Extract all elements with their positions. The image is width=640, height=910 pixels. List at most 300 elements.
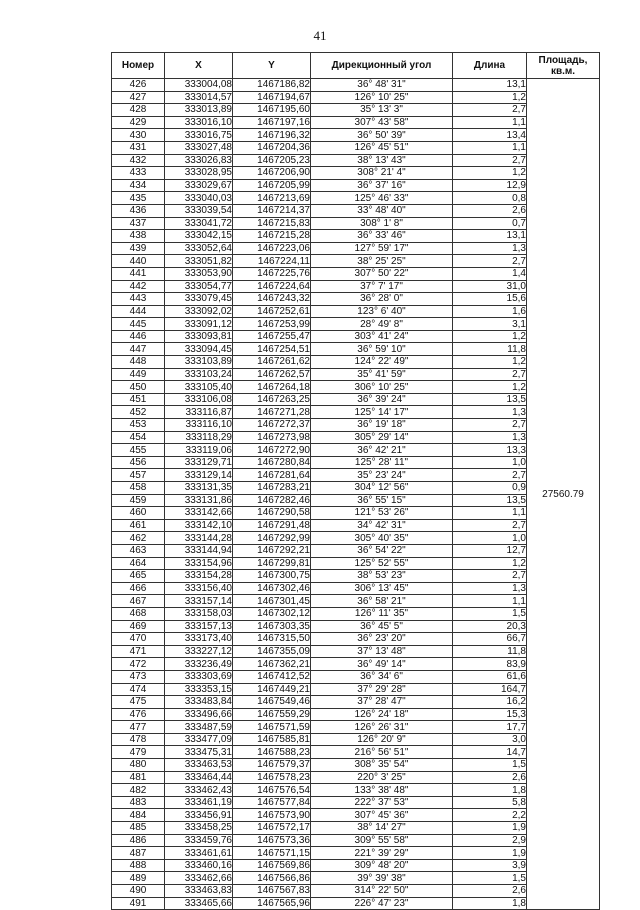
cell-y: 1467271,28	[233, 406, 311, 419]
cell-y: 1467194,67	[233, 91, 311, 104]
cell-x: 333158,03	[165, 607, 233, 620]
cell-angle: 36° 33' 46"	[311, 230, 453, 243]
cell-angle: 35° 13' 3"	[311, 104, 453, 117]
cell-length: 1,2	[453, 330, 527, 343]
table-row	[112, 318, 600, 331]
cell-length: 1,1	[453, 141, 527, 154]
cell-y: 1467215,28	[233, 230, 311, 243]
table-row	[112, 456, 600, 469]
cell-x: 333041,72	[165, 217, 233, 230]
cell-angle: 36° 34' 6"	[311, 670, 453, 683]
cell-x: 333142,66	[165, 507, 233, 520]
table-row	[112, 708, 600, 721]
cell-length: 1,6	[453, 305, 527, 318]
cell-x: 333014,57	[165, 91, 233, 104]
cell-angle: 36° 58' 21"	[311, 595, 453, 608]
cell-angle: 36° 59' 10"	[311, 343, 453, 356]
table-row	[112, 570, 600, 583]
cell-length: 13,1	[453, 79, 527, 92]
table-row	[112, 204, 600, 217]
cell-length: 0,9	[453, 482, 527, 495]
cell-number: 458	[112, 482, 165, 495]
table-row	[112, 759, 600, 772]
cell-length: 1,2	[453, 167, 527, 180]
cell-x: 333103,89	[165, 356, 233, 369]
cell-length: 2,2	[453, 809, 527, 822]
cell-angle: 126° 11' 35"	[311, 607, 453, 620]
table-row	[112, 255, 600, 268]
cell-x: 333483,84	[165, 696, 233, 709]
cell-angle: 126° 20' 9"	[311, 733, 453, 746]
cell-x: 333462,43	[165, 784, 233, 797]
cell-length: 83,9	[453, 658, 527, 671]
cell-x: 333461,19	[165, 796, 233, 809]
table-row	[112, 469, 600, 482]
cell-number: 435	[112, 192, 165, 205]
table-row	[112, 696, 600, 709]
cell-number: 480	[112, 759, 165, 772]
cell-x: 333027,48	[165, 141, 233, 154]
cell-y: 1467579,37	[233, 759, 311, 772]
cell-y: 1467302,12	[233, 607, 311, 620]
cell-angle: 36° 55' 15"	[311, 494, 453, 507]
cell-y: 1467262,57	[233, 368, 311, 381]
cell-length: 2,7	[453, 519, 527, 532]
cell-y: 1467569,86	[233, 859, 311, 872]
cell-x: 333236,49	[165, 658, 233, 671]
cell-length: 13,5	[453, 393, 527, 406]
cell-angle: 36° 28' 0"	[311, 293, 453, 306]
cell-x: 333116,10	[165, 419, 233, 432]
cell-x: 333118,29	[165, 431, 233, 444]
cell-y: 1467283,21	[233, 482, 311, 495]
cell-number: 446	[112, 330, 165, 343]
cell-number: 478	[112, 733, 165, 746]
cell-number: 471	[112, 645, 165, 658]
cell-number: 452	[112, 406, 165, 419]
cell-x: 333156,40	[165, 582, 233, 595]
table-row	[112, 267, 600, 280]
cell-length: 1,1	[453, 116, 527, 129]
cell-angle: 36° 37' 16"	[311, 179, 453, 192]
cell-number: 436	[112, 204, 165, 217]
cell-length: 1,8	[453, 897, 527, 910]
cell-number: 440	[112, 255, 165, 268]
cell-number: 475	[112, 696, 165, 709]
cell-angle: 36° 50' 39"	[311, 129, 453, 142]
cell-number: 467	[112, 595, 165, 608]
cell-x: 333013,89	[165, 104, 233, 117]
cell-length: 1,0	[453, 532, 527, 545]
cell-number: 459	[112, 494, 165, 507]
cell-length: 17,7	[453, 721, 527, 734]
cell-number: 487	[112, 847, 165, 860]
cell-length: 0,7	[453, 217, 527, 230]
cell-number: 439	[112, 242, 165, 255]
cell-number: 443	[112, 293, 165, 306]
cell-y: 1467559,29	[233, 708, 311, 721]
cell-angle: 36° 49' 14"	[311, 658, 453, 671]
cell-x: 333353,15	[165, 683, 233, 696]
cell-y: 1467195,60	[233, 104, 311, 117]
page-number: 41	[313, 28, 327, 43]
cell-angle: 125° 14' 17"	[311, 406, 453, 419]
cell-number: 455	[112, 444, 165, 457]
cell-angle: 36° 23' 20"	[311, 633, 453, 646]
cell-y: 1467186,82	[233, 79, 311, 92]
cell-x: 333460,16	[165, 859, 233, 872]
table-row	[112, 141, 600, 154]
cell-length: 2,7	[453, 419, 527, 432]
cell-number: 441	[112, 267, 165, 280]
cell-x: 333475,31	[165, 746, 233, 759]
cell-number: 488	[112, 859, 165, 872]
header-number: Номер	[112, 53, 165, 79]
cell-number: 484	[112, 809, 165, 822]
table-row	[112, 796, 600, 809]
cell-x: 333052,64	[165, 242, 233, 255]
table-row	[112, 356, 600, 369]
table-row	[112, 444, 600, 457]
table-row	[112, 494, 600, 507]
table-row	[112, 419, 600, 432]
table-row	[112, 784, 600, 797]
cell-x: 333487,59	[165, 721, 233, 734]
table-row	[112, 872, 600, 885]
cell-x: 333116,87	[165, 406, 233, 419]
cell-number: 427	[112, 91, 165, 104]
cell-y: 1467302,46	[233, 582, 311, 595]
header-length: Длина	[453, 53, 527, 79]
cell-number: 486	[112, 834, 165, 847]
cell-angle: 39° 39' 38"	[311, 872, 453, 885]
table-row	[112, 154, 600, 167]
cell-x: 333028,95	[165, 167, 233, 180]
cell-number: 482	[112, 784, 165, 797]
cell-length: 2,7	[453, 255, 527, 268]
cell-number: 460	[112, 507, 165, 520]
table-row	[112, 330, 600, 343]
cell-length: 13,1	[453, 230, 527, 243]
cell-angle: 38° 53' 23"	[311, 570, 453, 583]
cell-length: 12,9	[453, 179, 527, 192]
table-row	[112, 582, 600, 595]
table-row	[112, 532, 600, 545]
cell-y: 1467206,90	[233, 167, 311, 180]
table-row	[112, 885, 600, 898]
cell-x: 333103,24	[165, 368, 233, 381]
cell-y: 1467213,69	[233, 192, 311, 205]
header-x: X	[165, 53, 233, 79]
cell-number: 444	[112, 305, 165, 318]
cell-x: 333173,40	[165, 633, 233, 646]
cell-y: 1467204,36	[233, 141, 311, 154]
cell-y: 1467292,99	[233, 532, 311, 545]
cell-length: 13,4	[453, 129, 527, 142]
cell-length: 1,4	[453, 267, 527, 280]
cell-x: 333119,06	[165, 444, 233, 457]
cell-x: 333142,10	[165, 519, 233, 532]
table-row	[112, 343, 600, 356]
cell-y: 1467272,90	[233, 444, 311, 457]
cell-y: 1467223,06	[233, 242, 311, 255]
cell-angle: 37° 13' 48"	[311, 645, 453, 658]
cell-angle: 35° 23' 24"	[311, 469, 453, 482]
cell-length: 3,9	[453, 859, 527, 872]
cell-x: 333462,66	[165, 872, 233, 885]
cell-x: 333129,71	[165, 456, 233, 469]
cell-number: 491	[112, 897, 165, 910]
cell-length: 2,7	[453, 104, 527, 117]
cell-number: 462	[112, 532, 165, 545]
cell-x: 333154,96	[165, 557, 233, 570]
cell-x: 333051,82	[165, 255, 233, 268]
cell-length: 1,5	[453, 759, 527, 772]
cell-x: 333042,15	[165, 230, 233, 243]
cell-length: 11,8	[453, 343, 527, 356]
cell-number: 472	[112, 658, 165, 671]
cell-angle: 38° 13' 43"	[311, 154, 453, 167]
table-row	[112, 116, 600, 129]
cell-number: 457	[112, 469, 165, 482]
cell-x: 333144,94	[165, 544, 233, 557]
cell-number: 428	[112, 104, 165, 117]
cell-length: 15,3	[453, 708, 527, 721]
cell-number: 490	[112, 885, 165, 898]
cell-x: 333157,14	[165, 595, 233, 608]
cell-angle: 125° 52' 55"	[311, 557, 453, 570]
table-row	[112, 79, 600, 92]
cell-y: 1467214,37	[233, 204, 311, 217]
table-row	[112, 620, 600, 633]
cell-y: 1467315,50	[233, 633, 311, 646]
cell-y: 1467572,17	[233, 822, 311, 835]
cell-x: 333465,66	[165, 897, 233, 910]
cell-y: 1467254,51	[233, 343, 311, 356]
cell-y: 1467292,21	[233, 544, 311, 557]
table-row	[112, 721, 600, 734]
cell-length: 20,3	[453, 620, 527, 633]
cell-length: 0,8	[453, 192, 527, 205]
table-row	[112, 733, 600, 746]
table-row	[112, 242, 600, 255]
cell-y: 1467571,59	[233, 721, 311, 734]
cell-length: 1,2	[453, 91, 527, 104]
cell-number: 485	[112, 822, 165, 835]
cell-number: 461	[112, 519, 165, 532]
cell-y: 1467205,23	[233, 154, 311, 167]
cell-y: 1467205,99	[233, 179, 311, 192]
cell-x: 333004,08	[165, 79, 233, 92]
cell-x: 333464,44	[165, 771, 233, 784]
cell-x: 333029,67	[165, 179, 233, 192]
table-row	[112, 645, 600, 658]
cell-length: 2,7	[453, 368, 527, 381]
cell-x: 333106,08	[165, 393, 233, 406]
cell-angle: 126° 45' 51"	[311, 141, 453, 154]
cell-x: 333227,12	[165, 645, 233, 658]
cell-y: 1467281,64	[233, 469, 311, 482]
cell-number: 489	[112, 872, 165, 885]
cell-angle: 133° 38' 48"	[311, 784, 453, 797]
cell-angle: 33° 48' 40"	[311, 204, 453, 217]
cell-x: 333016,10	[165, 116, 233, 129]
cell-x: 333463,83	[165, 885, 233, 898]
cell-number: 466	[112, 582, 165, 595]
cell-x: 333131,86	[165, 494, 233, 507]
cell-angle: 34° 42' 31"	[311, 519, 453, 532]
cell-angle: 37° 7' 17"	[311, 280, 453, 293]
cell-x: 333094,45	[165, 343, 233, 356]
cell-x: 333093,81	[165, 330, 233, 343]
cell-angle: 314° 22' 50"	[311, 885, 453, 898]
table-row	[112, 557, 600, 570]
cell-angle: 306° 13' 45"	[311, 582, 453, 595]
cell-angle: 121° 53' 26"	[311, 507, 453, 520]
table-row	[112, 771, 600, 784]
cell-length: 1,8	[453, 784, 527, 797]
cell-number: 450	[112, 381, 165, 394]
table-row	[112, 482, 600, 495]
table-row	[112, 746, 600, 759]
cell-y: 1467224,11	[233, 255, 311, 268]
cell-angle: 309° 48' 20"	[311, 859, 453, 872]
cell-angle: 125° 46' 33"	[311, 192, 453, 205]
cell-length: 16,2	[453, 696, 527, 709]
cell-length: 2,7	[453, 570, 527, 583]
header-area: Площадь, кв.м.	[527, 53, 600, 79]
cell-length: 3,1	[453, 318, 527, 331]
cell-x: 333461,61	[165, 847, 233, 860]
table-row	[112, 129, 600, 142]
cell-y: 1467225,76	[233, 267, 311, 280]
cell-x: 333463,53	[165, 759, 233, 772]
cell-length: 1,1	[453, 595, 527, 608]
cell-length: 2,6	[453, 771, 527, 784]
cell-length: 1,9	[453, 847, 527, 860]
cell-length: 61,6	[453, 670, 527, 683]
table-row	[112, 91, 600, 104]
cell-x: 333157,13	[165, 620, 233, 633]
cell-y: 1467255,47	[233, 330, 311, 343]
cell-number: 429	[112, 116, 165, 129]
cell-y: 1467449,21	[233, 683, 311, 696]
cell-angle: 309° 55' 58"	[311, 834, 453, 847]
cell-length: 1,3	[453, 582, 527, 595]
cell-y: 1467290,58	[233, 507, 311, 520]
cell-y: 1467362,21	[233, 658, 311, 671]
table-row	[112, 368, 600, 381]
cell-x: 333079,45	[165, 293, 233, 306]
cell-angle: 38° 14' 27"	[311, 822, 453, 835]
table-row	[112, 507, 600, 520]
header-angle: Дирекционный угол	[311, 53, 453, 79]
cell-y: 1467585,81	[233, 733, 311, 746]
cell-length: 2,6	[453, 204, 527, 217]
cell-y: 1467273,98	[233, 431, 311, 444]
cell-number: 438	[112, 230, 165, 243]
cell-number: 431	[112, 141, 165, 154]
cell-number: 426	[112, 79, 165, 92]
cell-y: 1467567,83	[233, 885, 311, 898]
cell-number: 477	[112, 721, 165, 734]
cell-y: 1467215,83	[233, 217, 311, 230]
cell-y: 1467197,16	[233, 116, 311, 129]
cell-x: 333459,76	[165, 834, 233, 847]
cell-angle: 222° 37' 53"	[311, 796, 453, 809]
cell-angle: 125° 28' 11"	[311, 456, 453, 469]
cell-angle: 36° 39' 24"	[311, 393, 453, 406]
table-row	[112, 897, 600, 910]
cell-angle: 126° 24' 18"	[311, 708, 453, 721]
cell-y: 1467355,09	[233, 645, 311, 658]
cell-y: 1467412,52	[233, 670, 311, 683]
cell-length: 1,1	[453, 507, 527, 520]
cell-length: 31,0	[453, 280, 527, 293]
cell-angle: 308° 21' 4"	[311, 167, 453, 180]
table-row	[112, 607, 600, 620]
cell-number: 463	[112, 544, 165, 557]
cell-number: 442	[112, 280, 165, 293]
cell-angle: 226° 47' 23"	[311, 897, 453, 910]
cell-y: 1467280,84	[233, 456, 311, 469]
cell-angle: 126° 26' 31"	[311, 721, 453, 734]
cell-length: 1,9	[453, 822, 527, 835]
table-row	[112, 179, 600, 192]
cell-number: 454	[112, 431, 165, 444]
cell-length: 15,6	[453, 293, 527, 306]
cell-number: 430	[112, 129, 165, 142]
cell-angle: 307° 50' 22"	[311, 267, 453, 280]
cell-angle: 307° 45' 36"	[311, 809, 453, 822]
table-row	[112, 217, 600, 230]
table-row	[112, 192, 600, 205]
cell-x: 333026,83	[165, 154, 233, 167]
cell-angle: 216° 56' 51"	[311, 746, 453, 759]
cell-angle: 37° 28' 47"	[311, 696, 453, 709]
cell-length: 164,7	[453, 683, 527, 696]
cell-number: 473	[112, 670, 165, 683]
cell-length: 1,5	[453, 607, 527, 620]
cell-y: 1467261,62	[233, 356, 311, 369]
cell-y: 1467282,46	[233, 494, 311, 507]
cell-length: 2,6	[453, 885, 527, 898]
cell-number: 456	[112, 456, 165, 469]
cell-number: 479	[112, 746, 165, 759]
cell-y: 1467252,61	[233, 305, 311, 318]
cell-length: 1,3	[453, 406, 527, 419]
cell-x: 333477,09	[165, 733, 233, 746]
cell-x: 333091,12	[165, 318, 233, 331]
cell-y: 1467272,37	[233, 419, 311, 432]
table-row	[112, 305, 600, 318]
table-row	[112, 519, 600, 532]
table-header-row	[112, 53, 600, 79]
cell-x: 333458,25	[165, 822, 233, 835]
cell-angle: 126° 10' 25"	[311, 91, 453, 104]
cell-angle: 305° 40' 35"	[311, 532, 453, 545]
cell-number: 449	[112, 368, 165, 381]
cell-x: 333303,69	[165, 670, 233, 683]
cell-length: 5,8	[453, 796, 527, 809]
cell-y: 1467243,32	[233, 293, 311, 306]
cell-x: 333129,14	[165, 469, 233, 482]
cell-y: 1467264,18	[233, 381, 311, 394]
table-row	[112, 670, 600, 683]
cell-length: 1,3	[453, 431, 527, 444]
cell-number: 437	[112, 217, 165, 230]
cell-length: 2,7	[453, 154, 527, 167]
